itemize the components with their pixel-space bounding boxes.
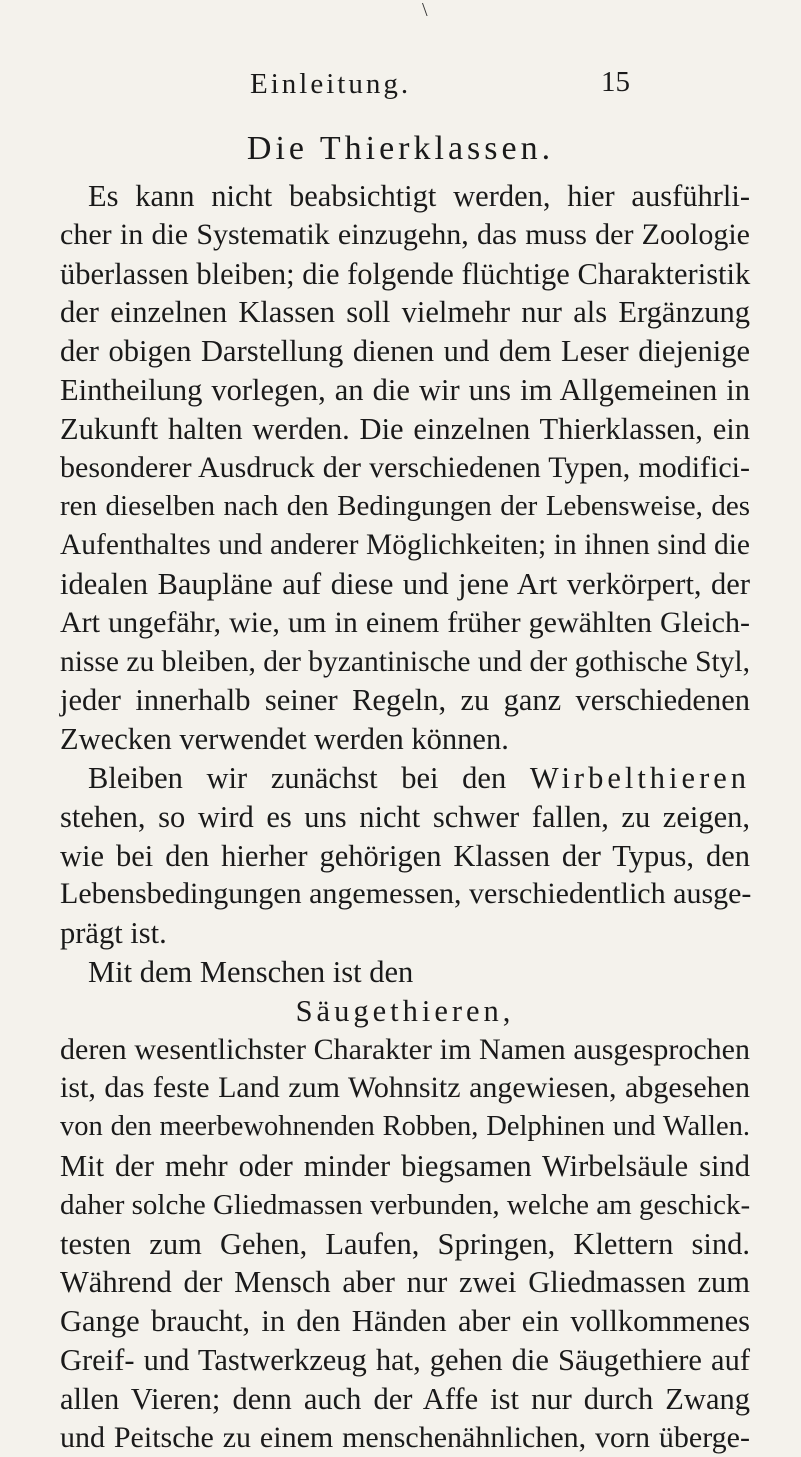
text-line: Zukunft halten werden. Die einzelnen Thierklassen, ein [60, 410, 750, 449]
text-line: besonderer Ausdruck der verschiedenen Typen, modifici- [60, 449, 750, 488]
text-line: idealen Baupläne auf diese und jene Art verkörpert, der [60, 565, 750, 604]
section-title: Die Thierklassen. [0, 127, 801, 171]
text-line: ren dieselben nach den Bedingungen der Lebensweise, des [60, 487, 750, 526]
text-line: von den meerbewohnenden Robben, Delphinen und Wallen. [60, 1108, 750, 1147]
text-line: Mit der mehr oder minder biegsamen Wirbelsäule sind [60, 1147, 750, 1186]
text-line: überlassen bleiben; die folgende flüchtige Charakteristik [60, 255, 750, 294]
emphasized-term: Wirbelthieren [530, 761, 750, 795]
text-line: der obigen Darstellung dienen und dem Leser diejenige [60, 332, 750, 371]
text-line: testen zum Gehen, Laufen, Springen, Klettern sind. [60, 1225, 750, 1264]
text-line: daher solche Gliedmassen verbunden, welche am geschick- [60, 1186, 750, 1225]
text-line-mixed [60, 759, 750, 798]
page-number: 15 [601, 62, 630, 102]
text-line: jeder innerhalb seiner Regeln, zu ganz verschiedenen [60, 681, 750, 720]
text-line: Aufenthaltes und anderer Möglichkeiten; in ihnen sind die [60, 526, 750, 565]
text-line: allen Vieren; denn auch der Affe ist nur durch Zwang [60, 1380, 750, 1419]
text-line: Lebensbedingungen angemessen, verschiedentlich ausge- [60, 875, 750, 914]
header-mark: \ [422, 0, 428, 20]
text-line: deren wesentlichster Charakter im Namen ausgesprochen [60, 1031, 750, 1070]
running-title: Einleitung. [250, 64, 411, 104]
text-line: stehen, so wird es uns nicht schwer fallen, zu zeigen, [60, 798, 750, 837]
text-line: Es kann nicht beabsichtigt werden, hier ausführli- [60, 177, 750, 216]
body-text [60, 177, 750, 1457]
text-line: nisse zu bleiben, der byzantinische und der gothische Styl, [60, 643, 750, 682]
emphasized-heading: Säugethieren, [60, 992, 750, 1031]
text-fragment: Bleiben wir zunächst bei den [88, 761, 506, 795]
text-line: prägt ist. [60, 914, 750, 953]
text-line: ist, das feste Land zum Wohnsitz angewiesen, abgesehen [60, 1069, 750, 1108]
text-line: der einzelnen Klassen soll vielmehr nur als Ergänzung [60, 293, 750, 332]
text-line: Gange braucht, in den Händen aber ein vollkommenes [60, 1302, 750, 1341]
text-line: Greif- und Tastwerkzeug hat, gehen die Säugethiere auf [60, 1341, 750, 1380]
text-line: Eintheilung vorlegen, an die wir uns im Allgemeinen in [60, 371, 750, 410]
text-line: Mit dem Menschen ist den [60, 953, 750, 992]
text-line: und Peitsche zu einem menschenähnlichen, vorn überge- [60, 1419, 750, 1457]
text-line: Art ungefähr, wie, um in einem früher gewählten Gleich- [60, 604, 750, 643]
text-line: Zwecken verwendet werden können. [60, 720, 750, 759]
text-line: Während der Mensch aber nur zwei Gliedmassen zum [60, 1263, 750, 1302]
text-line: cher in die Systematik einzugehn, das muss der Zoologie [60, 216, 750, 255]
text-line: wie bei den hierher gehörigen Klassen der Typus, den [60, 837, 750, 876]
